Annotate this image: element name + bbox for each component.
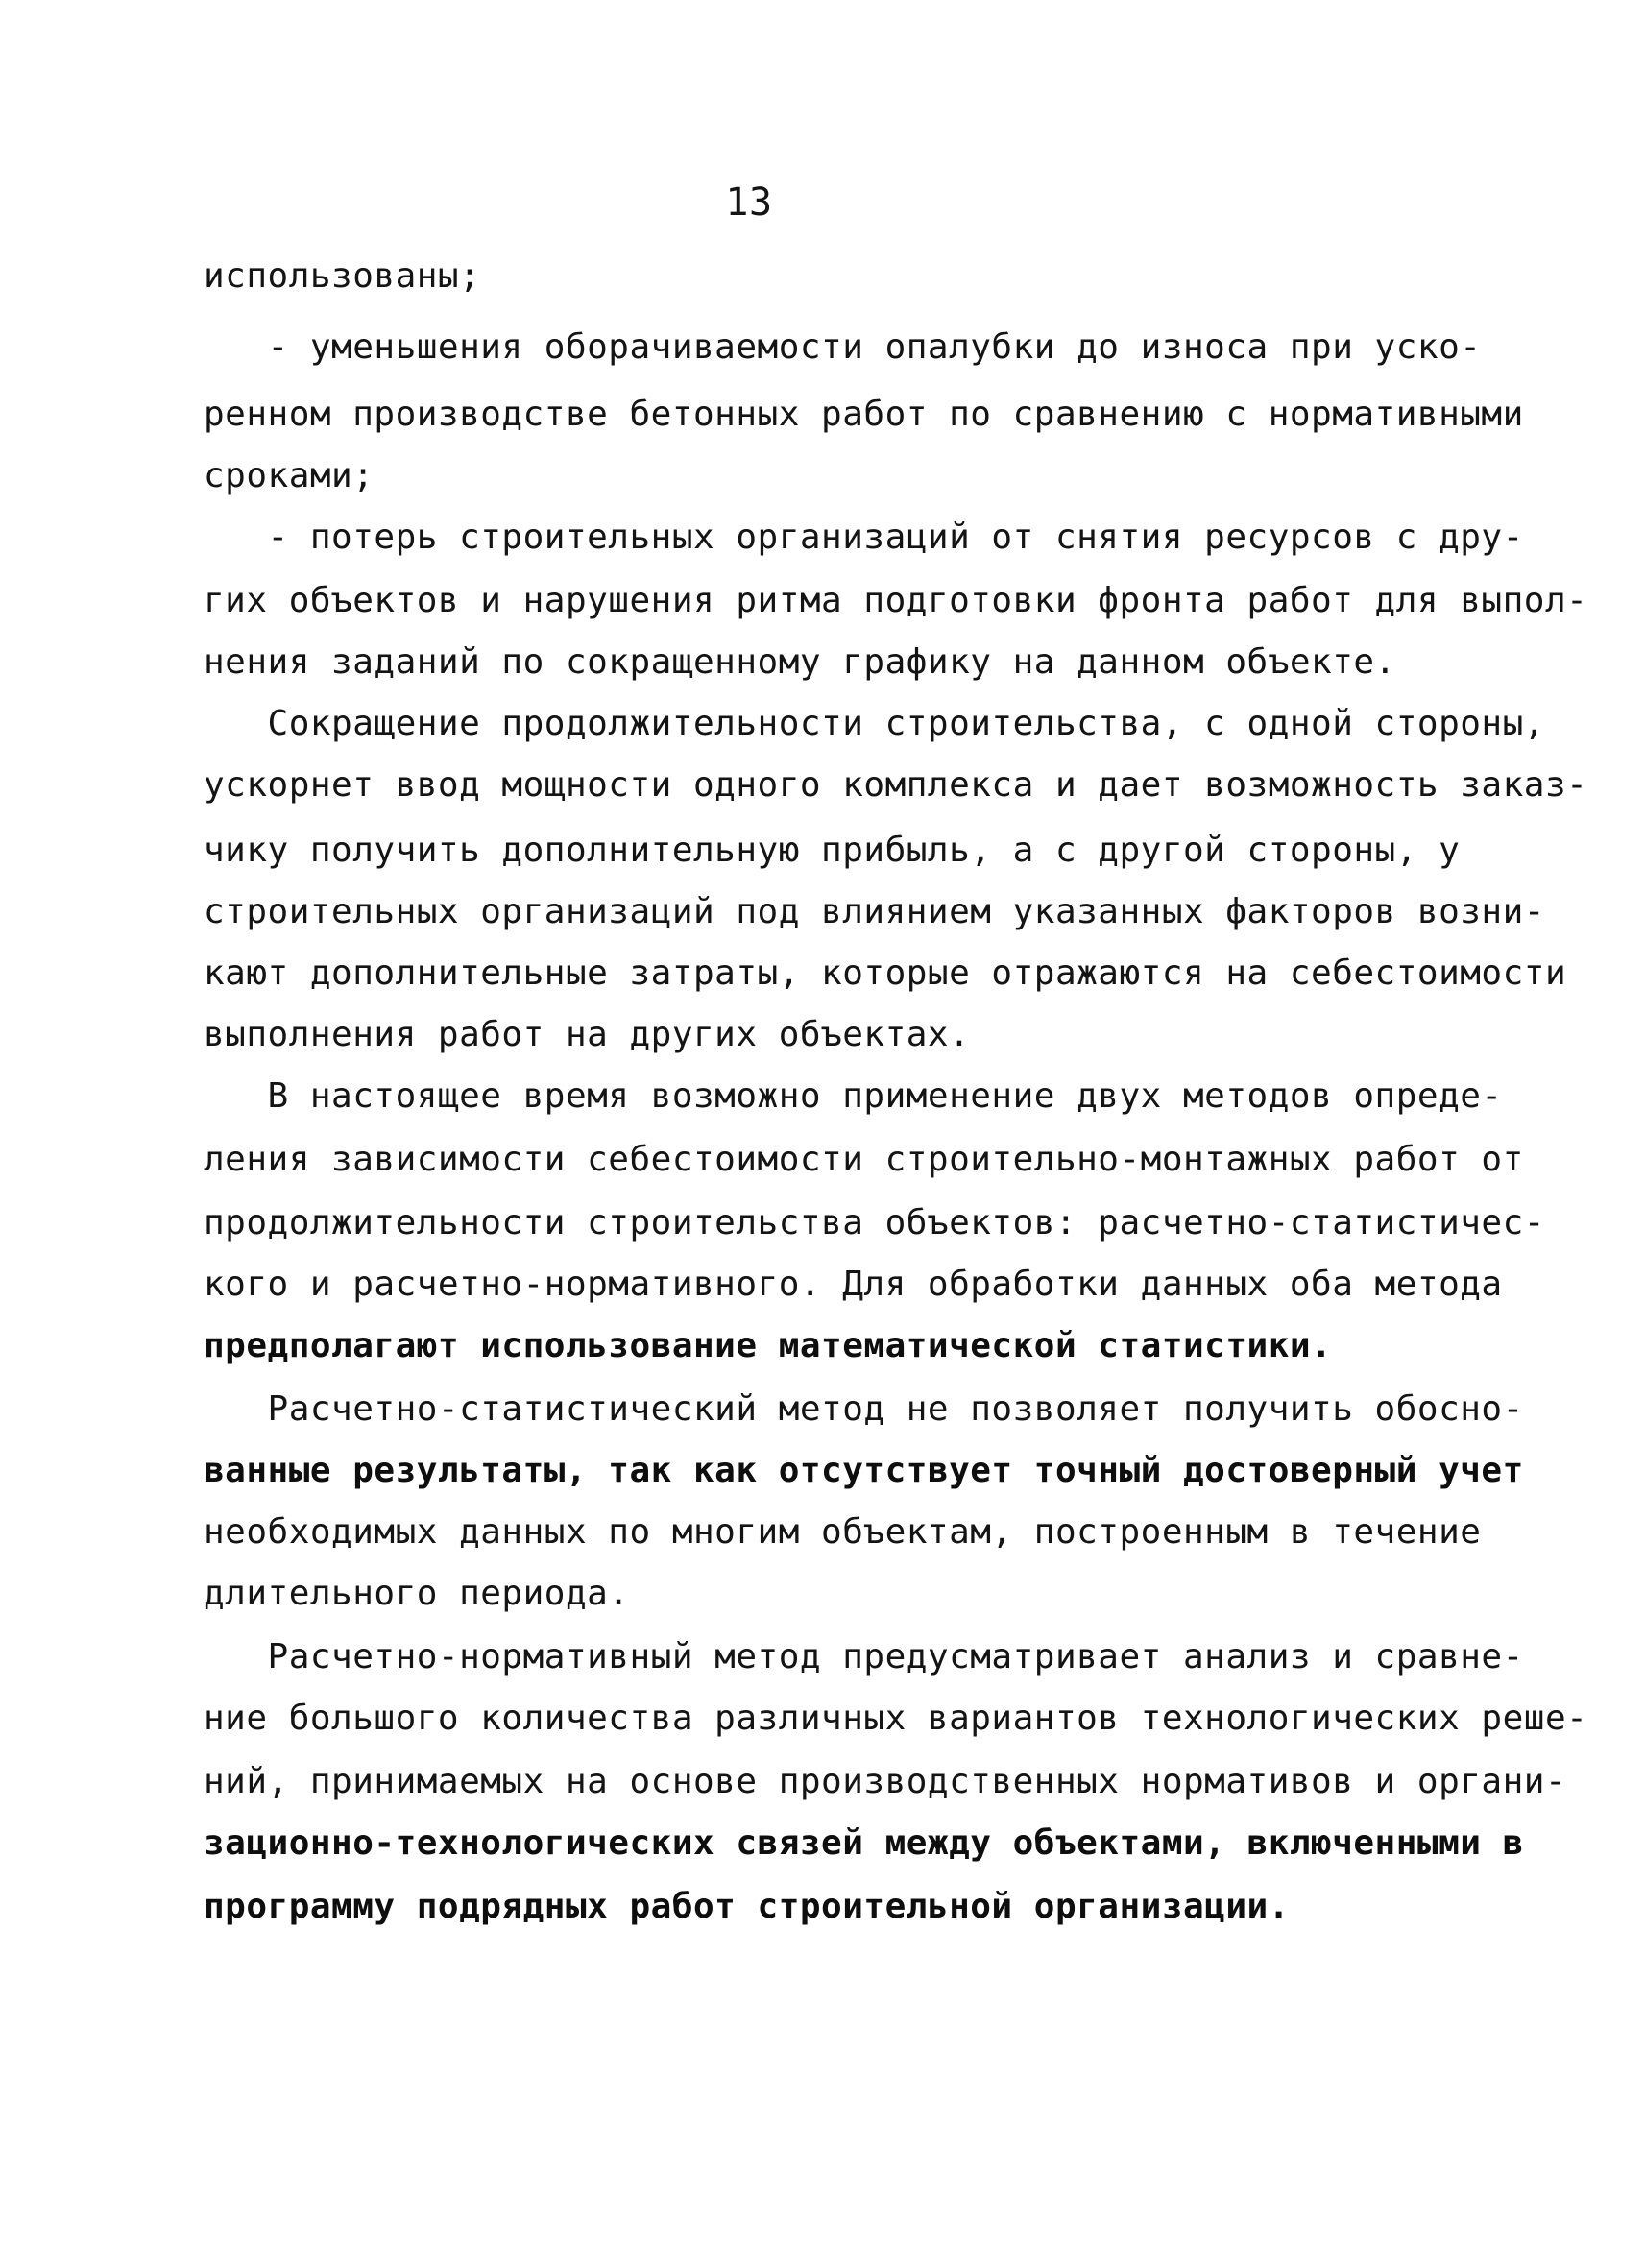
text-line: ренном производстве бетонных работ по сравнению с нормативными xyxy=(204,395,1524,434)
text-line: нения заданий по сокращенному графику на данном объекте. xyxy=(204,642,1396,682)
text-line: ний, принимаемых на основе производственных нормативов и органи- xyxy=(204,1762,1567,1801)
text-line: ние большого количества различных вариантов технологических реше- xyxy=(204,1699,1588,1738)
text-line: использованы; xyxy=(204,256,481,296)
text-line: необходимых данных по многим объектам, построенным в течение xyxy=(204,1512,1482,1552)
text-line: - уменьшения оборачиваемости опалубки до износа при уско- xyxy=(204,327,1482,367)
text-line: кают дополнительные затраты, которые отражаются на себестоимости xyxy=(204,953,1567,993)
text-line: чику получить дополнительную прибыль, а с другой стороны, у xyxy=(204,831,1461,870)
text-line: сроками; xyxy=(204,456,375,495)
text-line: продолжительности строительства объектов: расчетно-статистичес- xyxy=(204,1203,1545,1243)
text-line: программу подрядных работ строительной организации. xyxy=(204,1887,1290,1926)
text-line: гих объектов и нарушения ритма подготовки фронта работ для выпол- xyxy=(204,581,1588,620)
page-number: 13 xyxy=(725,181,773,225)
text-line: ускорнет ввод мощности одного комплекса и дает возможность заказ- xyxy=(204,765,1588,805)
text-line: кого и расчетно-нормативного. Для обработки данных оба метода xyxy=(204,1265,1503,1304)
text-line: ления зависимости себестоимости строительно-монтажных работ от xyxy=(204,1140,1524,1179)
text-line: выполнения работ на других объектах. xyxy=(204,1015,971,1054)
text-line: В настоящее время возможно применение двух методов опреде- xyxy=(204,1076,1503,1116)
text-line: Расчетно-нормативный метод предусматривает анализ и сравне- xyxy=(204,1637,1524,1677)
text-line: Расчетно-статистический метод не позволяет получить обосно- xyxy=(204,1389,1524,1429)
text-line: предполагают использование математической статистики. xyxy=(204,1326,1333,1365)
text-line: строительных организаций под влиянием указанных факторов возни- xyxy=(204,892,1545,931)
text-line: зационно-технологических связей между объектами, включенными в xyxy=(204,1823,1524,1863)
text-line: - потерь строительных организаций от снятия ресурсов с дру- xyxy=(204,518,1524,557)
text-line: ванные результаты, так как отсутствует точный достоверный учет xyxy=(204,1451,1524,1490)
text-line: Сокращение продолжительности строительства, с одной стороны, xyxy=(204,704,1545,743)
text-line: длительного периода. xyxy=(204,1574,630,1613)
